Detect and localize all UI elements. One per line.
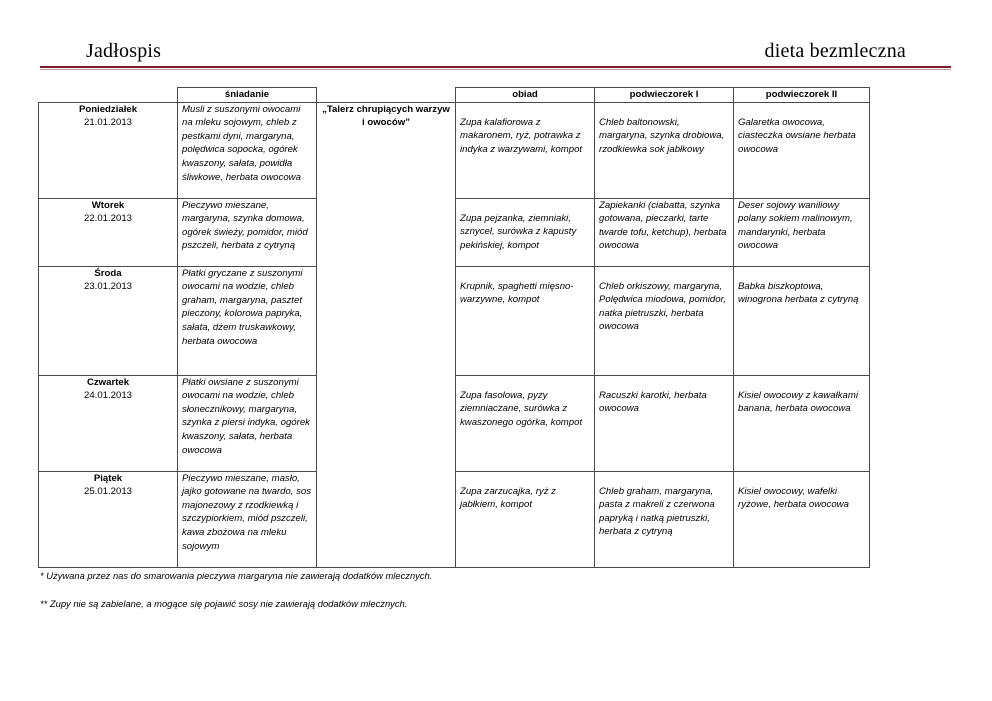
lunch-cell: Zupa zarzucajka, ryż z jabłkiem, kompot <box>456 471 595 567</box>
col-header-snack1: podwieczorek I <box>595 88 734 103</box>
snack2-cell: Kisiel owocowy z kawałkami banana, herbata owocowa <box>734 375 870 471</box>
day-cell <box>39 266 178 375</box>
day-cell <box>39 375 178 471</box>
lunch-cell: Zupa fasolowa, pyzy ziemniaczane, surówka z kwaszonego ogórka, kompot <box>456 375 595 471</box>
second-breakfast-cell: „Talerz chrupiących warzyw i owoców” <box>317 102 456 567</box>
snack1-cell: Chleb graham, margaryna, pasta z makreli z czerwona papryką i natką pietruszki, herbata z cytryną <box>595 471 734 567</box>
day-cell <box>39 471 178 567</box>
header-row <box>39 88 870 103</box>
footnote-margarine: * Używana przez nas do smarowania pieczywa margaryna nie zawierają dodatków mlecznych. <box>40 570 433 581</box>
day-date: 21.01.2013 <box>83 117 132 129</box>
snack2-cell: Babka biszkoptowa, winogrona herbata z cytryną <box>734 266 870 375</box>
snack1-cell: Chleb baltonowski, margaryna, szynka drobiowa, rzodkiewka sok jabłkowy <box>595 102 734 198</box>
breakfast-cell: Płatki gryczane z suszonymi owocami na wodzie, chleb graham, margaryna, pasztet pieczony, kolorowa papryka, sałata, dżem truskawkowy, herbata owocowa <box>178 266 317 375</box>
day-name: Wtorek <box>91 199 125 211</box>
header-divider-thin <box>40 69 951 70</box>
col-header-snack2: podwieczorek II <box>734 88 870 103</box>
diet-type-title: dieta bezmleczna <box>764 40 906 62</box>
lunch-cell: Zupa kalafiorowa z makaronem, ryż, potrawka z indyka z warzywami, kompot <box>456 102 595 198</box>
col-header-breakfast: śniadanie <box>178 88 317 103</box>
footnote-soups: ** Zupy nie są zabielane, a mogące się pojawić sosy nie zawierają dodatków mlecznych. <box>40 598 408 609</box>
snack1-cell: Chleb orkiszowy, margaryna, Polędwica miodowa, pomidor, natka pietruszki, herbata owocowa <box>595 266 734 375</box>
col-header-lunch: obiad <box>456 88 595 103</box>
day-date: 22.01.2013 <box>83 213 132 225</box>
day-name: Poniedziałek <box>78 103 138 115</box>
snack1-cell: Zapiekanki (ciabatta, szynka gotowana, pieczarki, tarte twarde tofu, ketchup), herbata owocowa <box>595 198 734 266</box>
snack1-cell: Racuszki karotki, herbata owocowa <box>595 375 734 471</box>
day-name: Środa <box>94 267 122 279</box>
breakfast-cell: Pieczywo mieszane, masło, jajko gotowane na twardo, sos majonezowy z rzodkiewką i szczypiorkiem, miód pszczeli, kawa zbożowa na mleku sojowym <box>178 471 317 567</box>
day-cell <box>39 102 178 198</box>
breakfast-cell: Musli z suszonymi owocami na mleku sojowym, chleb z pestkami dyni, margaryna, polędwica sopocka, ogórek kwaszony, sałata, powidła śliwkowe, herbata owocowa <box>178 102 317 198</box>
corner-cell <box>39 88 178 103</box>
table-row <box>39 102 870 198</box>
lunch-cell: Zupa pejzanka, ziemniaki, sznycel, surówka z kapusty pekińskiej, kompot <box>456 198 595 266</box>
menu-table <box>38 87 870 568</box>
breakfast-cell: Pieczywo mieszane, margaryna, szynka domowa, ogórek świeży, pomidor, miód pszczeli, herbata z cytryną <box>178 198 317 266</box>
day-date: 24.01.2013 <box>83 390 132 402</box>
breakfast-cell: Płatki owsiane z suszonymi owocami na wodzie, chleb słonecznikowy, margaryna, szynka z piersi indyka, ogórek kwaszony, sałata, herbata owocowa <box>178 375 317 471</box>
day-name: Piątek <box>93 472 123 484</box>
snack2-cell: Deser sojowy waniliowy polany sokiem malinowym, mandarynki, herbata owocowa <box>734 198 870 266</box>
snack2-cell: Galaretka owocowa, ciasteczka owsiane herbata owocowa <box>734 102 870 198</box>
snack2-cell: Kisiel owocowy, wafelki ryżowe, herbata owocowa <box>734 471 870 567</box>
day-date: 25.01.2013 <box>83 486 132 498</box>
col-header-second-breakfast <box>317 88 456 103</box>
page-title: Jadłospis <box>86 40 162 62</box>
day-cell <box>39 198 178 266</box>
day-name: Czwartek <box>86 376 130 388</box>
day-date: 23.01.2013 <box>83 281 132 293</box>
header-divider <box>40 66 951 68</box>
lunch-cell: Krupnik, spaghetti mięsno-warzywne, kompot <box>456 266 595 375</box>
